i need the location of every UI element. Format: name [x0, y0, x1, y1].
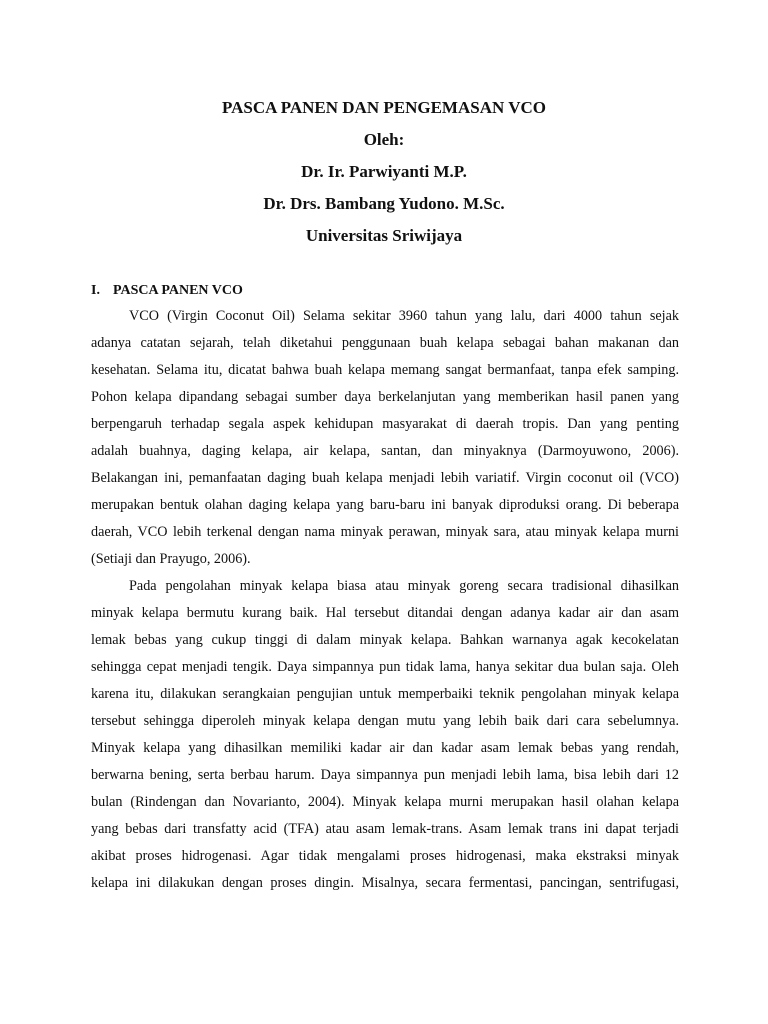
body-text: [91, 303, 679, 897]
paragraph-line: adalah buahnya, daging kelapa, air kelapa, santan, dan minyaknya (Darmoyuwono, 2006).: [91, 443, 679, 459]
paragraph-line: bulan (Rindengan dan Novarianto, 2004). Minyak kelapa murni merupakan hasil olahan kelapa: [91, 794, 679, 810]
section-title: PASCA PANEN VCO: [113, 283, 243, 298]
byline-label: Oleh:: [363, 130, 405, 149]
paragraph-line: (Setiaji dan Prayugo, 2006).: [91, 551, 251, 567]
section-heading: [91, 280, 243, 302]
document-title: PASCA PANEN DAN PENGEMASAN VCO: [222, 98, 546, 117]
author-1: Dr. Ir. Parwiyanti M.P.: [301, 162, 467, 181]
paragraph-line: berwarna bening, serta berbau harum. Daya simpannya pun menjadi lebih lama, bisa lebih dari 12: [91, 767, 679, 783]
paragraph-line: tersebut sehingga diperoleh minyak kelapa dengan mutu yang lebih baik dari cara sebelumnya.: [91, 713, 679, 729]
paragraph-line: kelapa ini dilakukan dengan proses dingin. Misalnya, secara fermentasi, pancingan, sentrifugasi,: [91, 875, 679, 891]
paragraph-line: karena itu, dilakukan serangkaian pengujian untuk memperbaiki teknik pengolahan minyak kelapa: [91, 686, 679, 702]
paragraph-line: Pada pengolahan minyak kelapa biasa atau minyak goreng secara tradisional dihasilkan: [129, 578, 679, 594]
author-2: Dr. Drs. Bambang Yudono. M.Sc.: [263, 194, 505, 213]
institution: Universitas Sriwijaya: [305, 226, 463, 245]
paragraph-line: kesehatan. Selama itu, dicatat bahwa buah kelapa memang sangat bermanfaat, tanpa efek samping.: [91, 362, 679, 378]
title-block: [0, 92, 768, 252]
paragraph-line: minyak kelapa bermutu kurang baik. Hal tersebut ditandai dengan adanya kadar air dan asam: [91, 605, 679, 621]
paragraph-line: berpengaruh terhadap segala aspek kehidupan masyarakat di daerah tropis. Dan yang penting: [91, 416, 679, 432]
paragraph-line: daerah, VCO lebih terkenal dengan nama minyak perawan, minyak sara, atau minyak kelapa murni: [91, 524, 679, 540]
paragraph-line: Belakangan ini, pemanfaatan daging buah kelapa menjadi lebih variatif. Virgin coconut oil (VCO): [91, 470, 679, 486]
paragraph-line: merupakan bentuk olahan daging kelapa yang baru-baru ini banyak diproduksi orang. Di beberapa: [91, 497, 679, 513]
paragraph-line: adanya catatan sejarah, telah diketahui penggunaan buah kelapa sebagai bahan makanan dan: [91, 335, 679, 351]
paragraph-line: sehingga cepat menjadi tengik. Daya simpannya pun tidak lama, hanya sekitar dua bulan saja. Oleh: [91, 659, 679, 675]
paragraph-line: VCO (Virgin Coconut Oil) Selama sekitar 3960 tahun yang lalu, dari 4000 tahun sejak: [129, 308, 679, 324]
paragraph-line: Pohon kelapa dipandang sebagai sumber daya berkelanjutan yang memberikan hasil panen yang: [91, 389, 679, 405]
paragraph-line: Minyak kelapa yang dihasilkan memiliki kadar air dan kadar asam lemak bebas yang rendah,: [91, 740, 679, 756]
paragraph-line: akibat proses hidrogenasi. Agar tidak mengalami proses hidrogenasi, maka ekstraksi minyak: [91, 848, 679, 864]
section-number: I.: [91, 283, 100, 298]
paragraph-line: yang bebas dari transfatty acid (TFA) atau asam lemak-trans. Asam lemak trans ini dapat terjadi: [91, 821, 679, 837]
paragraph-line: lemak bebas yang cukup tinggi di dalam minyak kelapa. Bahkan warnanya agak kecokelatan: [91, 632, 679, 648]
